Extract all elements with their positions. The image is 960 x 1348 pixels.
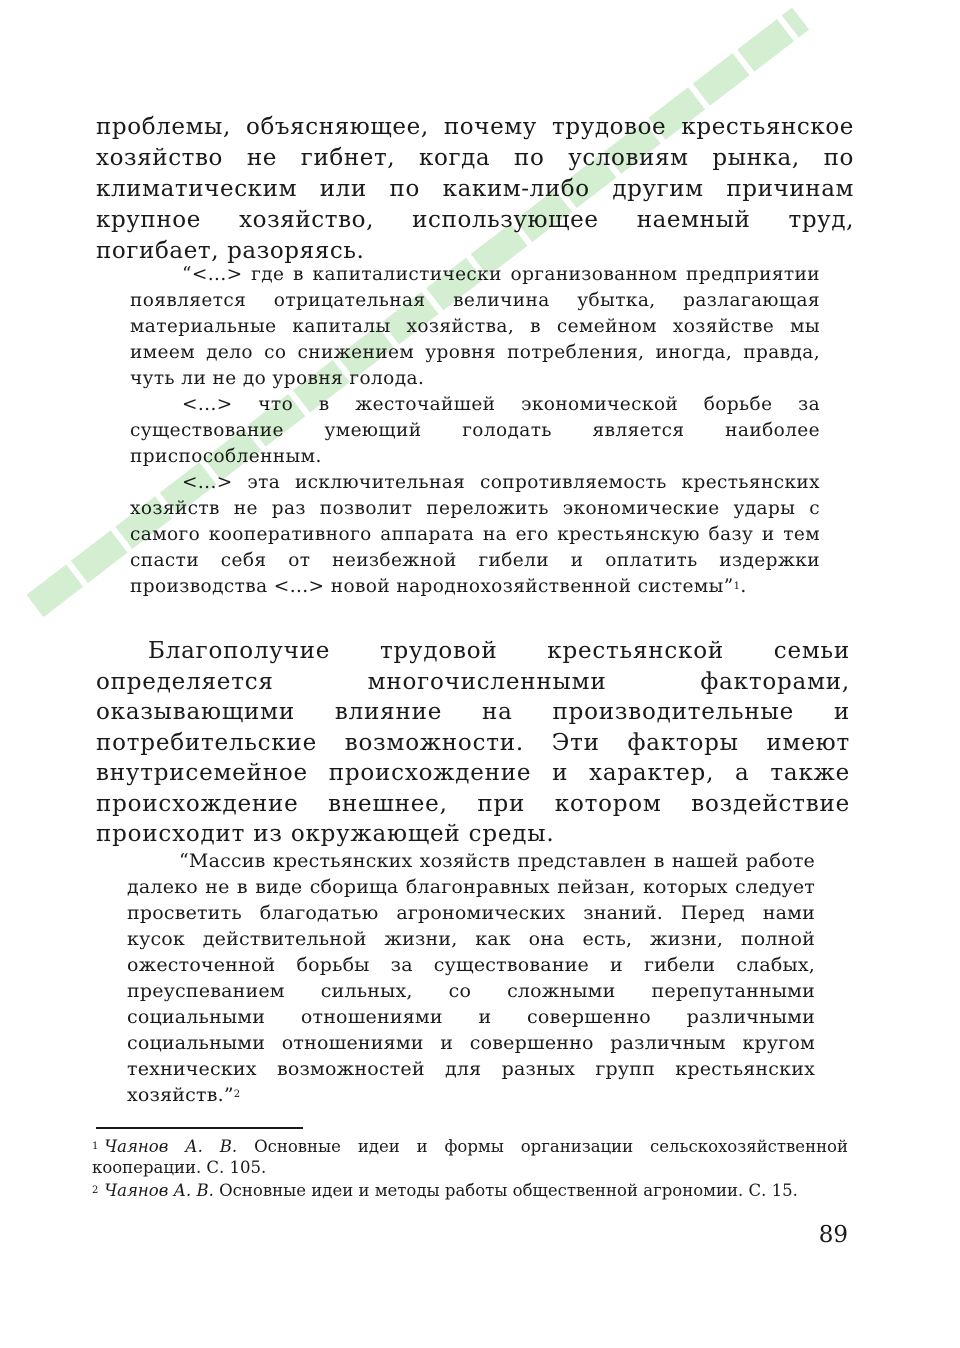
footnote-1 xyxy=(92,1136,848,1178)
quote1-paragraph-3: <...> эта исключительная сопротивляемость крестьянских хозяйств не раз позволит переложить экономические удары с самого кооперативного аппарата на его крестьянскую базу и тем спасти себя от неизбежной гибели и оплатить издержки производства <...> новой народнохозяйственной системы”$^1$. xyxy=(130,472,820,597)
para2-text: Благополучие трудовой крестьянской семьи определяется многочисленными факторами, оказывающими влияние на производительные и потребительские возможности. Эти факторы имеют внутрисемейное происхождение и характер, а также происхождение внешнее, при котором воздействие происходит из окружающей среды. xyxy=(96,638,850,847)
footnote-2-number: 2 xyxy=(92,1185,99,1196)
footnote-2-text: Основные идеи и методы работы общественной агрономии. С. 15. xyxy=(219,1181,798,1200)
footnote-1-text: Основные идеи и формы организации сельскохозяйственной кооперации. С. 105. xyxy=(92,1137,848,1177)
quote1-paragraph-2: <...> что в жесточайшей экономической борьбе за существование умеющий голодать является наиболее приспособленным. xyxy=(130,394,820,467)
footnote-2-author: Чаянов А. В. xyxy=(104,1181,214,1200)
quote1-paragraph-3-text: <...> эта исключительная сопротивляемость крестьянских хозяйств не раз позволит переложить экономические удары с самого кооперативного аппарата на его крестьянскую базу и тем спасти себя от неизбежной гибели и оплатить издержки производства <...> новой народнохозяйственной системы” xyxy=(130,472,820,597)
body-paragraph-2 xyxy=(96,636,850,850)
quote2-paragraph xyxy=(127,848,815,1108)
footnote-ref-2[interactable]: 2 xyxy=(233,1089,241,1100)
footnotes xyxy=(92,1136,848,1203)
quote-block-2 xyxy=(127,848,815,1108)
footnote-1-author: Чаянов А. В. xyxy=(104,1137,238,1156)
quote1-paragraph-1: “<...> где в капиталистически организованном предприятии появляется отрицательная величина убытка, разлагающая материальные капиталы хозяйства, в семейном хозяйстве мы имеем дело со снижением уровня потребления, иногда, правда, чуть ли не до уровня голода. xyxy=(130,264,820,389)
page-number: 89 xyxy=(818,1222,848,1248)
quote-block-1 xyxy=(130,262,820,600)
footnote-ref-1[interactable]: 1 xyxy=(733,581,741,592)
intro-paragraph xyxy=(96,112,854,267)
intro-text: проблемы, объясняющее, почему трудовое крестьянское хозяйство не гибнет, когда по условиям рынка, по климатическим или по каким-либо другим причинам крупное хозяйство, использующее наемный труд, погибает, разоряясь. xyxy=(96,114,854,264)
footnote-divider xyxy=(96,1127,303,1129)
footnote-1-number: 1 xyxy=(92,1141,99,1152)
quote2-text: “Массив крестьянских хозяйств представлен в нашей работе далеко не в виде сборища благонравных пейзан, которых следует просветить благодатью агрономических знаний. Перед нами кусок действительной жизни, как она есть, жизни, полной ожесточенной борьбы за существование и гибели слабых, преуспеванием сильных, со сложными перепутанными социальными отношениями и совершенно различными социальными отношениями и совершенно различным кругом технических возможностей для разных групп крестьянских хозяйств.” xyxy=(127,850,815,1106)
footnote-2 xyxy=(92,1180,848,1201)
